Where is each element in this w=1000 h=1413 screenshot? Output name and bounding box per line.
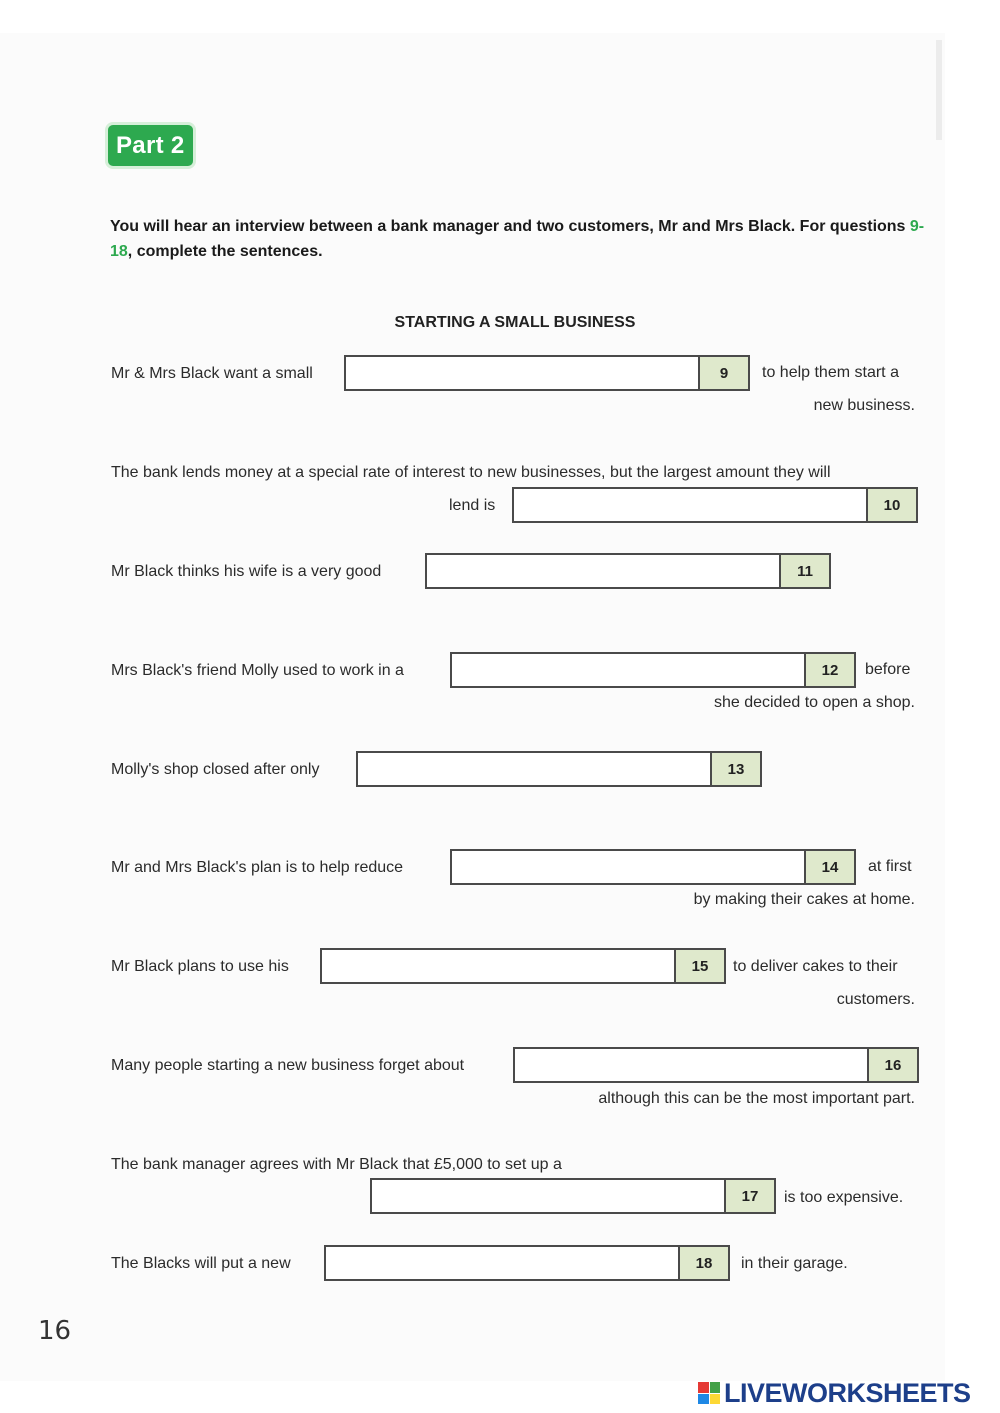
- q11-number: 11: [779, 555, 829, 587]
- q18-number: 18: [678, 1247, 728, 1279]
- q18-text-before: The Blacks will put a new: [111, 1255, 291, 1272]
- q15-answer-box: [320, 948, 726, 984]
- liveworksheets-watermark: [698, 1377, 971, 1408]
- q17-text-after: is too expensive.: [784, 1189, 904, 1206]
- q16-number: 16: [867, 1049, 917, 1081]
- q15-answer-input[interactable]: [322, 950, 674, 982]
- section-heading: STARTING A SMALL BUSINESS: [394, 314, 636, 331]
- q15-number: 15: [674, 950, 724, 982]
- q18-text-after: in their garage.: [741, 1255, 848, 1272]
- q15-text-before: Mr Black plans to use his: [111, 958, 289, 975]
- q18-answer-input[interactable]: [326, 1247, 678, 1279]
- q14-answer-input[interactable]: [452, 851, 804, 883]
- q12-answer-box: [450, 652, 856, 688]
- q16-text-after-line2: although this can be the most important part.: [598, 1090, 915, 1107]
- instructions-text: You will hear an interview between a bank manager and two customers, Mr and Mrs Black. For questions: [110, 218, 910, 235]
- q13-text-before: Molly's shop closed after only: [111, 761, 320, 778]
- instructions-tail: , complete the sentences.: [127, 243, 323, 260]
- q17-text-line1: The bank manager agrees with Mr Black that £5,000 to set up a: [111, 1156, 562, 1173]
- q9-answer-input[interactable]: [346, 357, 698, 389]
- q11-answer-input[interactable]: [427, 555, 779, 587]
- q12-text-after: before: [865, 661, 911, 678]
- watermark-text: LIVEWORKSHEETS: [724, 1377, 971, 1408]
- q10-text-line1: The bank lends money at a special rate of interest to new businesses, but the largest amount they will: [111, 464, 831, 481]
- q10-number: 10: [866, 489, 916, 521]
- q15-text-after-line2: customers.: [836, 991, 915, 1008]
- q11-text-before: Mr Black thinks his wife is a very good: [111, 563, 382, 580]
- q9-text-before: Mr & Mrs Black want a small: [111, 365, 313, 382]
- q13-number: 13: [710, 753, 760, 785]
- q15-text-after: to deliver cakes to their: [733, 958, 898, 975]
- page-number: 16: [38, 1316, 72, 1346]
- q10-text-before: lend is: [449, 497, 496, 514]
- instructions: [110, 214, 930, 264]
- question-range: 9-18: [110, 218, 925, 260]
- part-badge: Part 2: [108, 125, 193, 166]
- q11-answer-box: [425, 553, 831, 589]
- q9-number: 9: [698, 357, 748, 389]
- q16-text-before: Many people starting a new business forget about: [111, 1057, 465, 1074]
- q17-answer-input[interactable]: [372, 1180, 724, 1212]
- q14-text-before: Mr and Mrs Black's plan is to help reduce: [111, 859, 404, 876]
- q9-text-after-line2: new business.: [813, 397, 915, 414]
- page-edge-shadow: [936, 40, 942, 140]
- q13-answer-input[interactable]: [358, 753, 710, 785]
- q12-number: 12: [804, 654, 854, 686]
- q9-answer-box: [344, 355, 750, 391]
- q10-answer-input[interactable]: [514, 489, 866, 521]
- q10-answer-box: [512, 487, 918, 523]
- q16-answer-input[interactable]: [515, 1049, 867, 1081]
- q14-text-after: at first: [868, 858, 912, 875]
- q18-answer-box: [324, 1245, 730, 1281]
- q14-text-after-line2: by making their cakes at home.: [693, 891, 915, 908]
- q12-text-after-line2: she decided to open a shop.: [713, 694, 915, 711]
- q17-answer-box: [370, 1178, 776, 1214]
- q14-answer-box: [450, 849, 856, 885]
- q16-answer-box: [513, 1047, 919, 1083]
- q17-number: 17: [724, 1180, 774, 1212]
- q13-answer-box: [356, 751, 762, 787]
- q12-text-before: Mrs Black's friend Molly used to work in a: [111, 662, 404, 679]
- q12-answer-input[interactable]: [452, 654, 804, 686]
- liveworksheets-logo-icon: [698, 1382, 720, 1404]
- q9-text-after: to help them start a: [762, 364, 899, 381]
- q14-number: 14: [804, 851, 854, 883]
